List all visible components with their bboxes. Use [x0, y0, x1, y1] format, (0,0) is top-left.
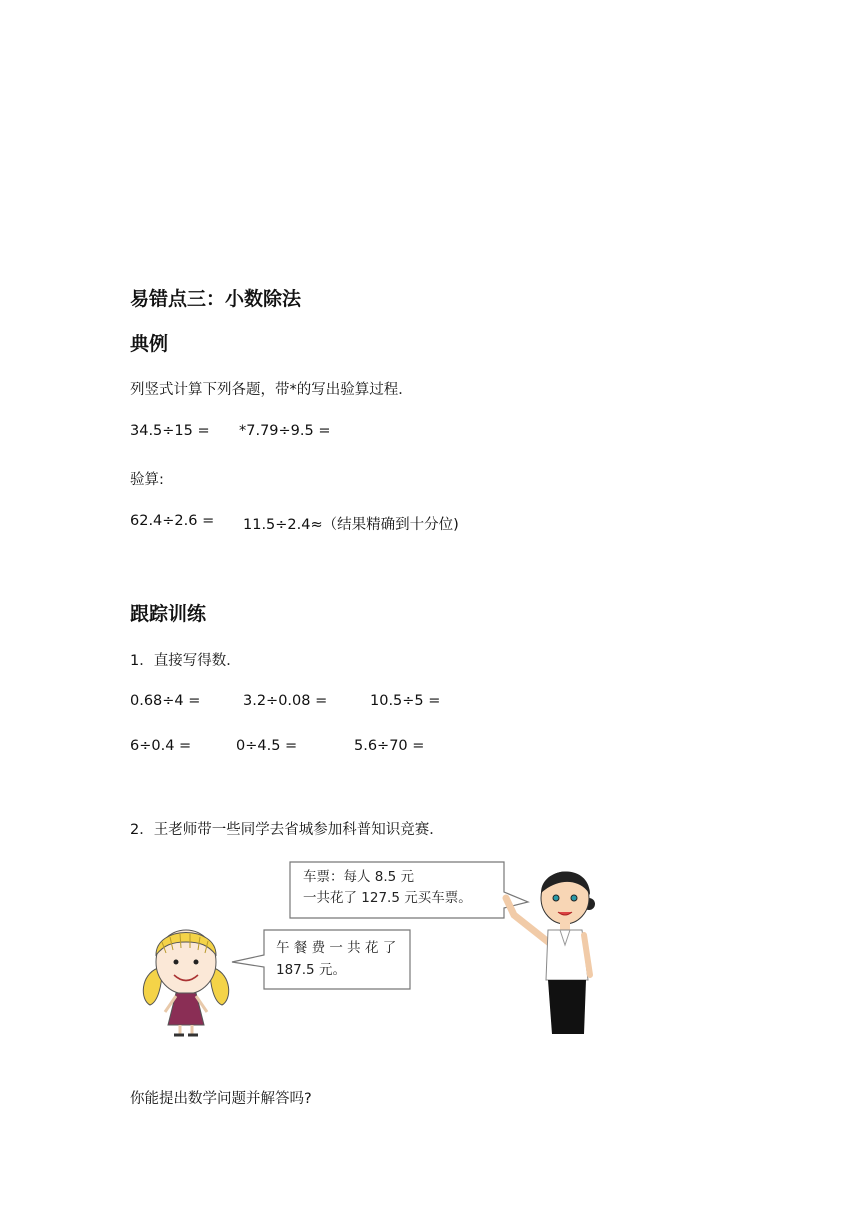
section-title: 易错点三：小数除法 [130, 288, 302, 310]
example-problem: 11.5÷2.4≈（结果精确到十分位) [243, 517, 459, 533]
practice-heading: 跟踪训练 [130, 603, 207, 625]
girl-figure [143, 930, 228, 1035]
q1-problem: 0÷4.5 = [236, 738, 298, 754]
example-problem: *7.79÷9.5 = [239, 423, 331, 439]
example-problem: 62.4÷2.6 = [130, 513, 215, 529]
example-instruction: 列竖式计算下列各题，带*的写出验算过程． [130, 382, 413, 398]
q1-problem: 3.2÷0.08 = [243, 693, 328, 709]
q1-problem: 0.68÷4 = [130, 693, 201, 709]
q1-problem: 6÷0.4 = [130, 738, 192, 754]
teacher-bubble-line: 车票：每人 8.5 元 [303, 869, 415, 885]
q1-problem: 5.6÷70 = [354, 738, 425, 754]
final-question: 你能提出数学问题并解答吗? [130, 1091, 312, 1107]
teacher-bubble-line: 一共花了 127.5 元买车票。 [303, 890, 472, 906]
girl-bubble-line: 187.5 元。 [276, 962, 346, 978]
question-2-label: 2．王老师带一些同学去省城参加科普知识竞赛． [130, 822, 444, 838]
q1-problem: 10.5÷5 = [370, 693, 441, 709]
question-1-label: 1．直接写得数． [130, 653, 241, 669]
check-label: 验算: [130, 472, 164, 488]
example-problem: 34.5÷15 = [130, 423, 210, 439]
teacher-figure [506, 871, 595, 1034]
example-heading: 典例 [130, 333, 169, 355]
girl-bubble-line: 午 餐 费 一 共 花 了 [276, 940, 397, 956]
